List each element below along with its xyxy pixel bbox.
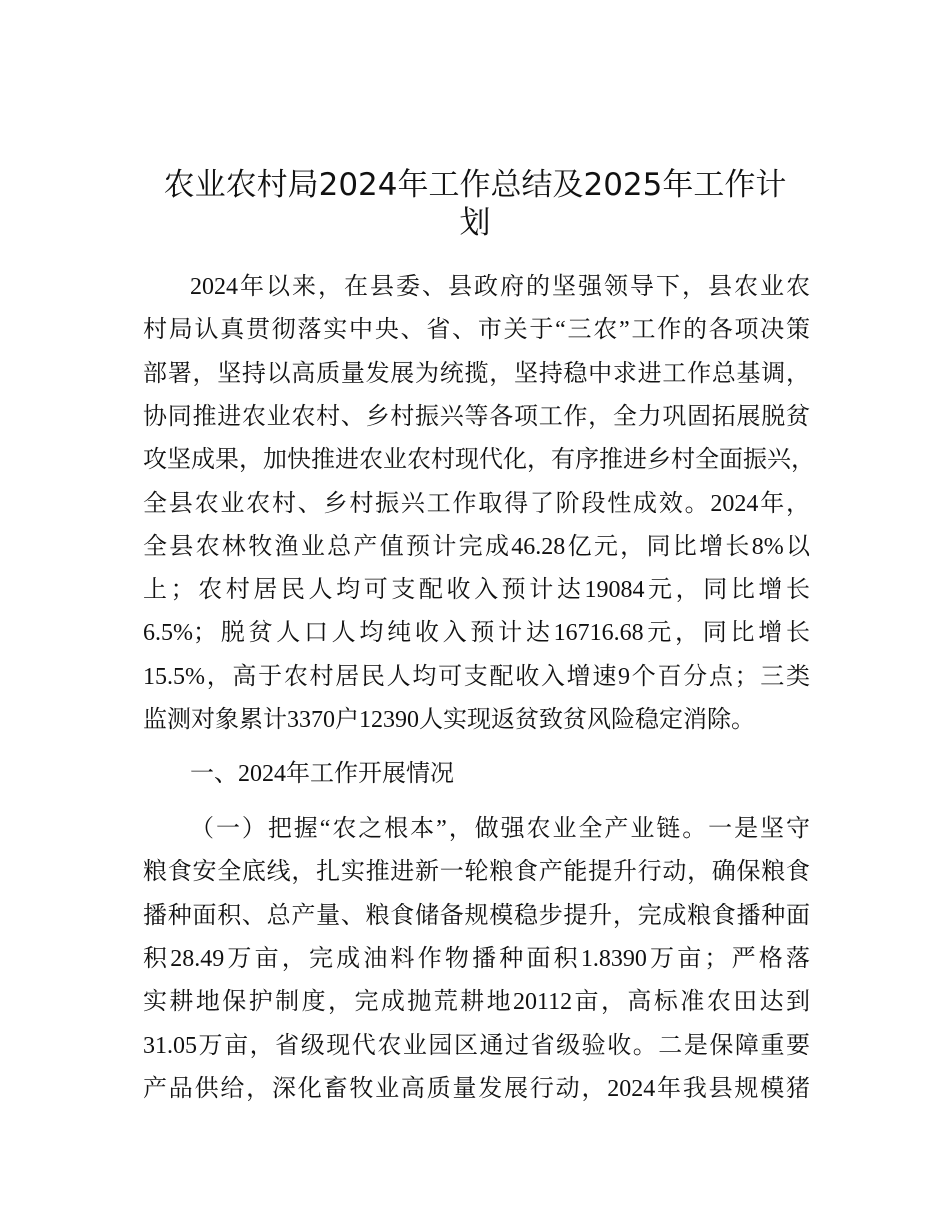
paragraph-line: 监测对象累计3370户12390人实现返贫致贫风险稳定消除。	[143, 707, 755, 733]
paragraph-line: 村局认真贯彻落实中央、省、市关于“三农”工作的各项决策	[143, 317, 810, 344]
paragraph-line: 粮食安全底线，扎实推进新一轮粮食产能提升行动，确保粮食	[143, 859, 810, 886]
paragraph-line: 播种面积、总产量、粮食储备规模稳步提升，完成粮食播种面	[143, 902, 810, 929]
document-title	[140, 166, 810, 242]
paragraph-line: 积28.49万亩，完成油料作物播种面积1.8390万亩；严格落	[143, 945, 810, 972]
title-line-1: 农业农村局2024年工作总结及2025年工作计	[163, 167, 787, 203]
paragraph-line: （一）把握“农之根本”，做强农业全产业链。一是坚守	[190, 816, 810, 842]
paragraph-line: 协同推进农业农村、乡村振兴等各项工作，全力巩固拓展脱贫	[143, 403, 810, 430]
paragraph-line: 31.05万亩，省级现代农业园区通过省级验收。二是保障重要	[143, 1032, 810, 1059]
title-line-2: 划	[459, 205, 491, 241]
paragraph-line: 15.5%，高于农村居民人均可支配收入增速9个百分点；三类	[143, 663, 810, 690]
paragraph-line: 6.5%；脱贫人口人均纯收入预计达16716.68元，同比增长	[143, 620, 810, 647]
paragraph-line: 2024年以来，在县委、县政府的坚强领导下，县农业农	[190, 274, 810, 300]
paragraph-line: 攻坚成果，加快推进农业农村现代化，有序推进乡村全面振兴，	[143, 447, 815, 474]
section-heading: 一、2024年工作开展情况	[190, 761, 454, 787]
paragraph-line: 产品供给，深化畜牧业高质量发展行动，2024年我县规模猪	[143, 1075, 810, 1102]
paragraph-line: 全县农林牧渔业总产值预计完成46.28亿元，同比增长8%以	[143, 533, 810, 560]
paragraph-line: 上；农村居民人均可支配收入预计达19084元，同比增长	[143, 577, 810, 604]
paragraph-line: 部署，坚持以高质量发展为统揽，坚持稳中求进工作总基调，	[143, 360, 810, 387]
paragraph-line: 实耕地保护制度，完成抛荒耕地20112亩，高标准农田达到	[143, 989, 810, 1016]
paragraph-line: 全县农业农村、乡村振兴工作取得了阶段性成效。2024年，	[143, 490, 810, 517]
